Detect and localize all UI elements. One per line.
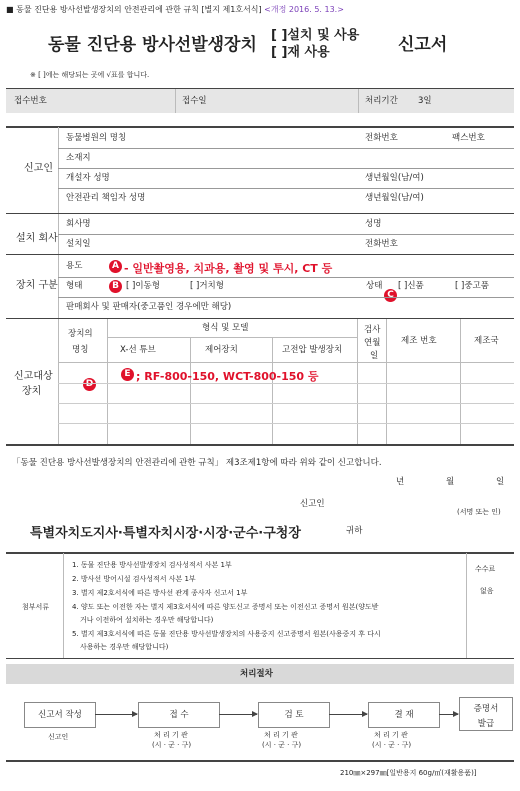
inspect-header-2: 연월 — [364, 338, 381, 348]
rule — [58, 362, 514, 363]
hv-header: 고전압 발생장치 — [282, 345, 343, 355]
marker-c: C — [384, 289, 397, 302]
actor-agency-1b: (시 · 군 · 구) — [152, 741, 192, 749]
manager-birth-label: 생년월일(남/여) — [365, 193, 424, 203]
arrow-icon — [439, 714, 458, 715]
divider — [386, 319, 387, 444]
actor-agency-3: 처 리 기 관 — [374, 731, 408, 739]
procedure-title: 처리절차 — [240, 669, 273, 679]
model-header: 형식 및 모델 — [202, 323, 249, 333]
actor-agency-2b: (시 · 군 · 구) — [262, 741, 302, 749]
device-name-label-1: 장치의 — [68, 329, 93, 339]
declaration-text: 「동물 진단용 방사선발생장치의 안전관리에 관한 규칙」 제3조제1항에 따라 위와 같이 신고합니다. — [12, 458, 382, 468]
inspect-header-3: 일 — [370, 351, 379, 361]
mobile-checkbox[interactable]: [ ]이동형 — [126, 281, 160, 291]
day-label: 일 — [496, 477, 505, 487]
step-approve: 결 재 — [368, 702, 440, 728]
form-reference: ■ 동물 진단용 방사선발생장치의 안전관리에 관한 규칙 [별지 제1호서식] <개정 2016. 5. 13.> — [6, 5, 344, 14]
revision-note: <개정 2016. 5. 13.> — [264, 5, 344, 14]
reporter-section-label: 신고인 — [24, 163, 53, 174]
rule — [6, 658, 514, 659]
arrow-icon — [219, 714, 257, 715]
install-date-label: 설치일 — [66, 239, 91, 249]
company-label: 회사명 — [66, 219, 91, 229]
attachment-item-4-cont: 거나 이전하여 설치하는 경우만 해당합니다) — [80, 616, 214, 624]
phone-label: 전화번호 — [365, 133, 398, 143]
attachment-item-4: 4. 양도 또는 이전한 자는 별지 제3호서식에 따른 양도신고 증명서 또는 이전신고 증명서 원본(양도받 — [72, 603, 379, 611]
divider — [58, 127, 59, 214]
actor-reporter: 신고인 — [48, 733, 69, 741]
actor-agency-1: 처 리 기 관 — [154, 731, 188, 739]
rule — [6, 126, 514, 128]
new-checkbox[interactable]: [ ]신품 — [398, 281, 424, 291]
model-annotation: ; RF-800-150, WCT-800-150 등 — [136, 370, 319, 383]
installer-section-label: 설치 회사 — [16, 233, 58, 244]
step-receive: 접 수 — [138, 702, 220, 728]
title-option-install: [ ]설치 및 사용 — [271, 28, 360, 43]
rule — [58, 297, 514, 298]
receipt-date-label: 접수일 — [182, 96, 207, 106]
marker-a: A — [109, 260, 122, 273]
divider — [358, 89, 359, 113]
device-type-section-label: 장치 구분 — [16, 280, 58, 291]
title-suffix: 신고서 — [398, 35, 448, 55]
installer-name-label: 성명 — [365, 219, 382, 229]
rule — [58, 148, 514, 149]
rule — [58, 423, 514, 424]
country-header: 제조국 — [474, 336, 499, 346]
founder-label: 개설자 성명 — [66, 173, 110, 183]
divider — [63, 553, 64, 658]
marker-e: E — [121, 368, 134, 381]
founder-birth-label: 생년월일(남/여) — [365, 173, 424, 183]
processing-period-label: 처리기간 — [365, 96, 398, 106]
inspect-header-1: 검사 — [364, 325, 381, 335]
rule — [6, 552, 514, 554]
addressee-suffix: 귀하 — [346, 526, 363, 536]
marker-b: B — [109, 280, 122, 293]
device-section-label-1: 신고대상 — [14, 371, 53, 382]
rule — [58, 277, 514, 278]
fixed-checkbox[interactable]: [ ]거치형 — [190, 281, 224, 291]
step-issue — [459, 697, 513, 731]
control-header: 제어장치 — [205, 345, 238, 355]
actor-agency-2: 처 리 기 관 — [264, 731, 298, 739]
year-label: 년 — [396, 477, 405, 487]
divider — [175, 89, 176, 113]
use-label: 용도 — [66, 261, 83, 271]
divider — [460, 319, 461, 444]
manager-label: 안전관리 책임자 성명 — [66, 193, 146, 203]
reporter-sign-label: 신고인 — [300, 499, 325, 509]
title-option-reuse: [ ]재 사용 — [271, 45, 330, 60]
actor-agency-3b: (시 · 군 · 구) — [372, 741, 412, 749]
divider — [466, 553, 467, 658]
use-annotation: - 일반촬영용, 치과용, 촬영 및 투시, CT 등 — [124, 262, 333, 275]
rule — [6, 254, 514, 255]
rule — [58, 383, 514, 384]
attachments-label: 첨부서류 — [22, 603, 50, 611]
state-label: 상태 — [366, 281, 383, 291]
rule — [6, 213, 514, 214]
address-label: 소재지 — [66, 153, 91, 163]
attachment-item-1: 1. 동물 진단용 방사선발생장치 검사성적서 사본 1부 — [72, 561, 232, 569]
marker-d: D — [83, 378, 96, 391]
step-issue-line2: 발급 — [477, 719, 495, 729]
title-main: 동물 진단용 방사선발생장치 — [48, 35, 257, 55]
divider — [357, 319, 358, 444]
paper-spec: 210㎜×297㎜[일반용지 60g/㎡(재활용품)] — [340, 769, 477, 777]
attachment-item-2: 2. 방사선 방어시설 검사성적서 사본 1부 — [72, 575, 196, 583]
step-issue-line1: 증명서 — [473, 704, 499, 714]
serial-header: 제조 번호 — [401, 336, 437, 346]
installer-phone-label: 전화번호 — [365, 239, 398, 249]
attachment-item-5-cont: 사용하는 경우만 해당합니다) — [80, 643, 169, 651]
step-write: 신고서 작성 — [24, 702, 96, 728]
fee-label: 수수료 — [475, 565, 496, 573]
processing-period-value: 3일 — [418, 96, 432, 106]
instruction: ※ [ ]에는 해당되는 곳에 √표를 합니다. — [30, 71, 150, 79]
tube-header: X-선 튜브 — [120, 345, 156, 355]
attachment-item-5: 5. 별지 제3호서식에 따른 동물 진단용 방사선발생장치의 사용중지 신고증명서 원본(사용중지 후 다시 — [72, 630, 381, 638]
rule — [6, 760, 514, 762]
form-label: 형태 — [66, 281, 83, 291]
used-checkbox[interactable]: [ ]중고품 — [455, 281, 489, 291]
rule — [6, 444, 514, 446]
rule — [6, 318, 514, 319]
rule — [58, 403, 514, 404]
fax-label: 팩스번호 — [452, 133, 485, 143]
arrow-icon — [329, 714, 367, 715]
addressee: 특별자치도지사·특별자치시장·시장·군수·구청장 — [30, 526, 301, 541]
step-review: 검 토 — [258, 702, 330, 728]
device-name-label-2: 명칭 — [72, 345, 89, 355]
seller-label: 판매회사 및 판매자(중고품인 경우에만 해당) — [66, 302, 232, 312]
hospital-name-label: 동물병원의 명칭 — [66, 133, 127, 143]
attachment-item-3: 3. 별지 제2호서식에 따른 방사선 관계 종사자 신고서 1부 — [72, 589, 248, 597]
divider — [190, 337, 191, 444]
rule — [58, 168, 514, 169]
sign-label: (서명 또는 인) — [457, 508, 501, 516]
divider — [272, 337, 273, 444]
rule — [58, 234, 514, 235]
divider — [58, 319, 59, 444]
receipt-number-label: 접수번호 — [14, 96, 47, 106]
arrow-icon — [95, 714, 137, 715]
rule — [58, 188, 514, 189]
device-section-label-2: 장치 — [22, 386, 42, 397]
receipt-row — [6, 89, 514, 113]
divider — [58, 255, 59, 319]
rule — [107, 337, 357, 338]
month-label: 월 — [446, 477, 455, 487]
fee-value: 없음 — [480, 587, 494, 595]
